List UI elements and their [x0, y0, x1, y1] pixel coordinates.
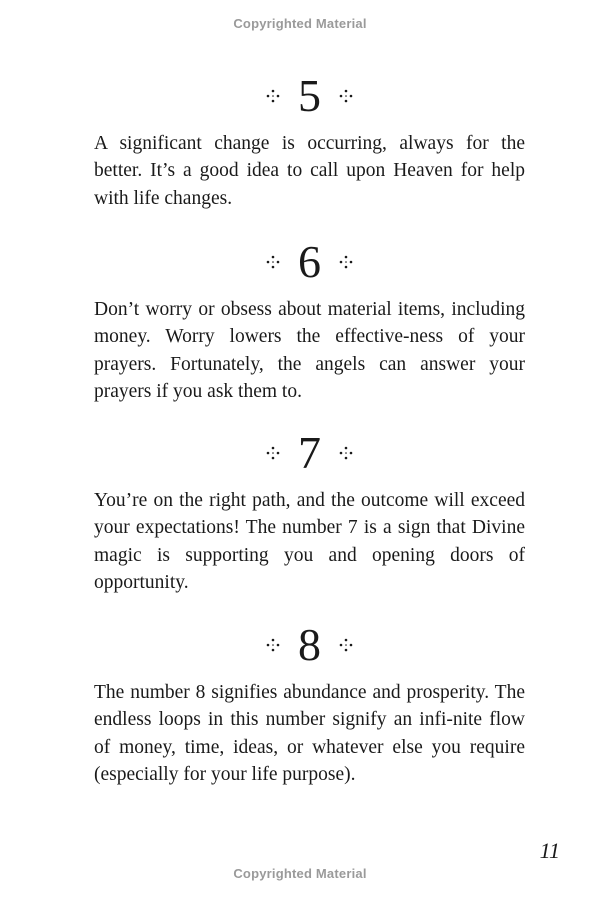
four-dot-cross-ornament-icon — [266, 89, 280, 103]
section-text: Don’t worry or obsess about material items, including money. Worry lowers the effective-ness of your prayers. Fortunately, the angels can answer your prayers if you ask them to. — [94, 299, 525, 402]
section-number: 5 — [298, 70, 321, 121]
four-dot-cross-ornament-icon — [339, 638, 353, 652]
four-dot-cross-ornament-icon — [339, 89, 353, 103]
number-section-5 — [94, 72, 525, 212]
section-text: You’re on the right path, and the outcome will exceed your expectations! The number 7 is a sign that Divine magic is supporting you and opening doors of opportunity. — [94, 490, 525, 593]
section-heading — [94, 72, 525, 120]
four-dot-cross-ornament-icon — [266, 255, 280, 269]
section-text: A significant change is occurring, always for the better. It’s a good idea to call upon Heaven for help with life changes. — [94, 133, 525, 209]
section-heading — [94, 429, 525, 477]
four-dot-cross-ornament-icon — [339, 255, 353, 269]
four-dot-cross-ornament-icon — [339, 446, 353, 460]
page-number: 11 — [539, 838, 560, 863]
section-heading — [94, 621, 525, 669]
copyright-watermark-top: Copyrighted Material — [233, 16, 367, 31]
number-section-6 — [94, 238, 525, 405]
section-number: 6 — [298, 236, 321, 287]
four-dot-cross-ornament-icon — [266, 446, 280, 460]
copyright-watermark-bottom: Copyrighted Material — [233, 866, 367, 881]
four-dot-cross-ornament-icon — [266, 638, 280, 652]
section-number: 8 — [298, 619, 321, 670]
number-section-7 — [94, 429, 525, 596]
section-text: The number 8 signifies abundance and prosperity. The endless loops in this number signify an infi-nite flow of money, time, ideas, or whatever else you require (especially for your life purpose). — [94, 682, 525, 785]
section-heading — [94, 238, 525, 286]
section-number: 7 — [298, 427, 321, 478]
number-section-8 — [94, 621, 525, 788]
